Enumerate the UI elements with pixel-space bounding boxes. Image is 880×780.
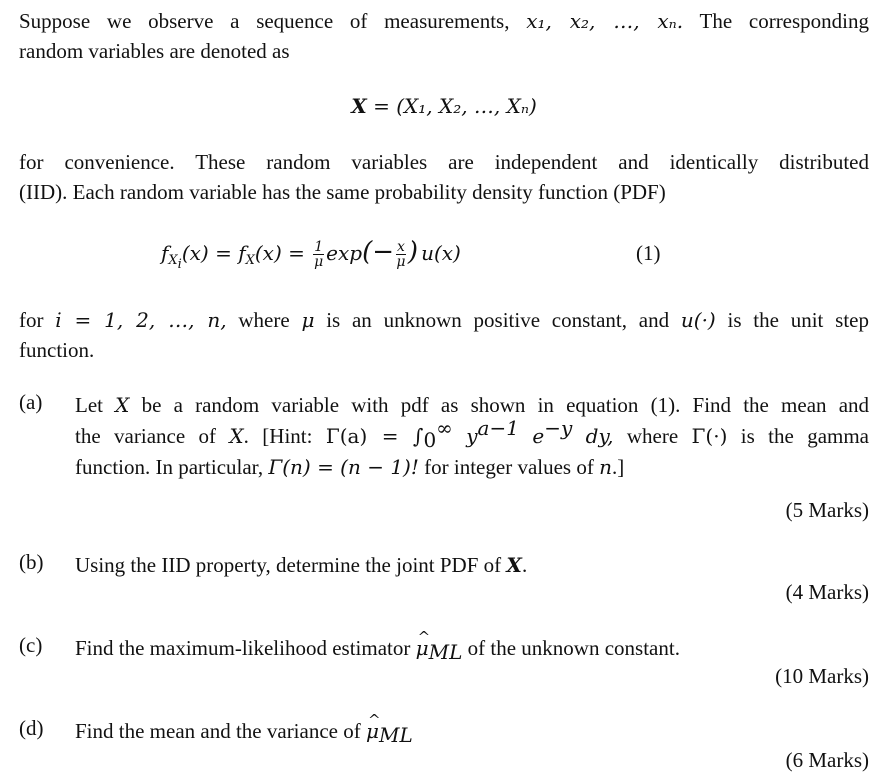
qc-text-b: of the unknown constant. — [462, 636, 680, 660]
pdf-sub-x2: X — [245, 253, 255, 268]
iid-line-2: (IID). Each random variable has the same probability density function (PDF) — [19, 180, 666, 204]
mu-hat: ^ μ — [416, 633, 429, 664]
exp-label: exp — [326, 241, 363, 265]
param-text-b: where — [226, 308, 302, 332]
frac-den: μ — [314, 254, 324, 270]
paren-close: ) — [407, 237, 419, 267]
intro-line-2: random variables are denoted as — [19, 39, 290, 63]
qa-integer: for integer values of — [418, 455, 600, 479]
gamma-factorial: Γ(n) = (n − 1)! — [268, 455, 419, 479]
question-d-marks: (6 Marks) — [785, 748, 869, 772]
question-a-line-1 — [75, 390, 869, 421]
frac-num: 1 — [314, 239, 324, 255]
qa-text-c: the variance of — [75, 424, 230, 448]
intro-line-1 — [19, 6, 869, 36]
integral-sign: ∫ — [413, 424, 424, 448]
qa-function: function. In particular, — [75, 455, 269, 479]
qa-hint-label: . [Hint: — [243, 424, 326, 448]
vector-equation — [19, 94, 869, 119]
question-b-marks: (4 Marks) — [785, 580, 869, 604]
parameter-paragraph — [19, 305, 869, 365]
qc-text-a: Find the maximum-likelihood estimator — [75, 636, 416, 660]
intro-paragraph — [19, 6, 869, 66]
param-text-a: for — [19, 308, 56, 332]
fraction-x-over-mu — [396, 240, 406, 269]
integrand-exp: a−1 — [477, 416, 519, 440]
question-c-text — [75, 633, 869, 664]
mu-hat-d: ^ μ — [366, 716, 379, 747]
qd-text-a: Find the mean and the variance of — [75, 719, 366, 743]
gamma-dot: Γ(·) — [691, 424, 728, 448]
qb-text-a: Using the IID property, determine the joint PDF of — [75, 553, 507, 577]
param-text-c: is an unknown positive constant, and — [314, 308, 681, 332]
step-function: u(·) — [680, 308, 716, 332]
paren-open: (− — [362, 237, 395, 267]
integrand-e: e — [532, 424, 545, 448]
question-d-text — [75, 716, 869, 747]
mu-symbol: μ — [301, 308, 315, 332]
mu-hat-d-sub: ML — [378, 723, 413, 747]
pdf-sub-x: X — [168, 253, 178, 268]
pdf-mid: (x) = f — [181, 241, 246, 265]
qa-end: .] — [611, 455, 625, 479]
qa-is-gamma: is the gamma — [727, 424, 870, 448]
int-lower: 0 — [423, 428, 437, 452]
qa-text-b: be a random variable with pdf as shown in equation (1). Find the mean and — [129, 393, 870, 417]
question-c-marks: (10 Marks) — [775, 664, 869, 688]
qa-x2: X — [229, 424, 244, 448]
fraction-one-over-mu — [313, 240, 324, 269]
qa-n: n — [599, 455, 612, 479]
question-a-line-3 — [75, 452, 869, 483]
equation-number: (1) — [636, 241, 661, 265]
intro-tail: The corresponding — [699, 9, 870, 33]
intro-text: Suppose we observe a sequence of measurements, — [19, 9, 510, 33]
int-upper: ∞ — [436, 416, 453, 440]
question-a-text — [75, 390, 869, 483]
vector-components: = (X₁, X₂, …, Xₙ) — [366, 94, 537, 118]
param-text-d: is the unit step — [715, 308, 869, 332]
pdf-f: f — [161, 241, 169, 265]
vector-symbol: X — [351, 94, 367, 118]
mu-hat-sub: ML — [428, 640, 463, 664]
question-d-label: (d) — [19, 716, 44, 740]
qb-vector: X — [506, 553, 522, 577]
question-a-line-2 — [75, 416, 870, 452]
integrand-y: y — [466, 424, 478, 448]
qa-text-a: Let — [75, 393, 116, 417]
iid-paragraph — [19, 147, 869, 207]
iid-line-1: for convenience. These random variables are independent and identically distributed — [19, 150, 869, 174]
frac2-num: x — [397, 239, 405, 255]
pdf-equation — [161, 237, 461, 272]
question-b-label: (b) — [19, 550, 44, 574]
gamma-def: Γ(a) = — [325, 424, 414, 448]
question-c-label: (c) — [19, 633, 43, 657]
integrand-dy: dy, — [585, 424, 614, 448]
qb-text-b: . — [521, 553, 528, 577]
question-b-text — [75, 550, 869, 581]
parameter-line-2: function. — [19, 338, 95, 362]
index-range: i = 1, 2, …, n, — [55, 308, 227, 332]
pdf-equation-line — [19, 237, 869, 277]
qa-where: where — [613, 424, 692, 448]
qa-x: X — [115, 393, 130, 417]
pdf-sub-i: i — [177, 257, 182, 272]
parameter-line-1 — [19, 305, 869, 335]
question-a-marks: (5 Marks) — [785, 498, 869, 522]
frac2-den: μ — [396, 254, 406, 270]
pdf-mid2: (x) = — [254, 241, 312, 265]
unit-step: u(x) — [421, 241, 461, 265]
integrand-e-exp: −y — [544, 416, 573, 440]
question-a-label: (a) — [19, 390, 43, 414]
measurement-sequence: x₁, x₂, …, xₙ. — [526, 9, 684, 33]
